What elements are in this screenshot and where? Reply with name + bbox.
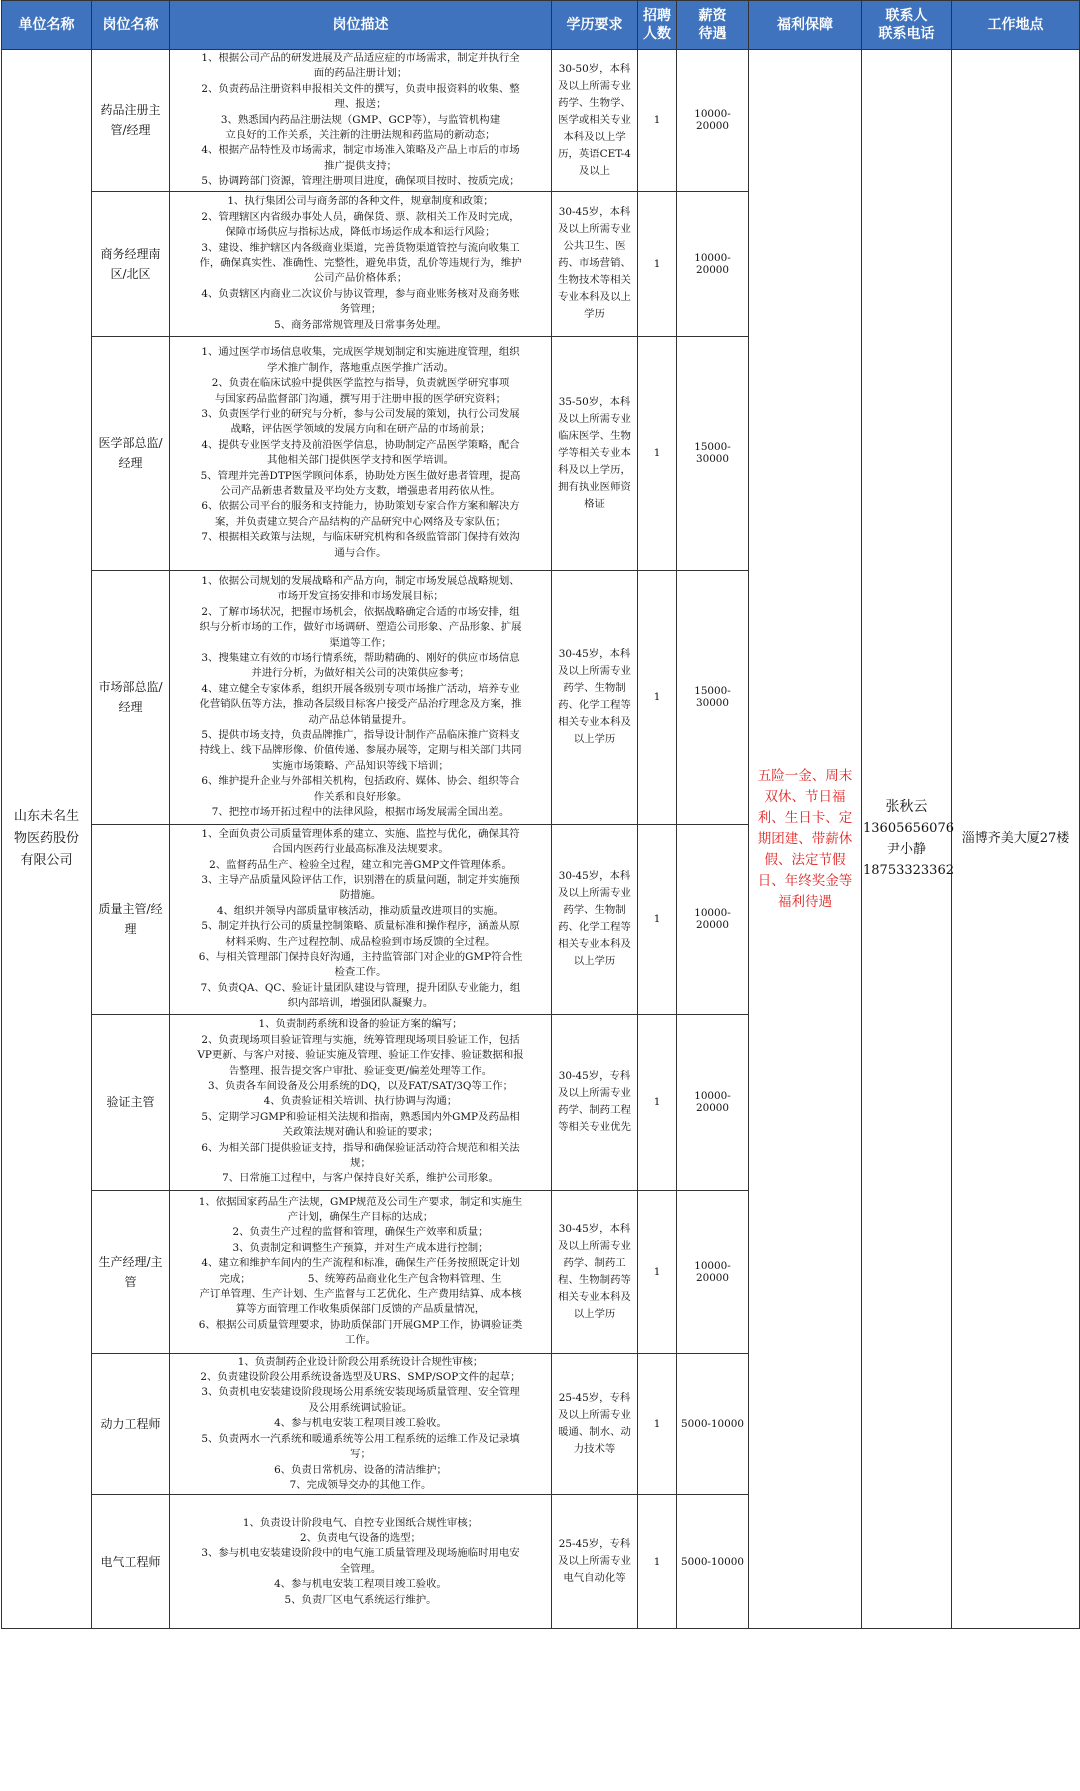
description-line: 动产品总体销量提升。 (308, 713, 413, 726)
description-line: 4、提供专业医学支持及前沿医学信息，协助制定产品医学策略，配合 (201, 438, 520, 451)
header-welfare: 福利保障 (749, 1, 862, 50)
salary-range: 10000-20000 (677, 191, 749, 336)
description-line: 4、组织并领导内部质量审核活动，推动质量改进项目的实施。 (216, 904, 505, 917)
description-line: 3、参与机电安装建设阶段中的电气施工质量管理及现场施临时用电安 (201, 1547, 520, 1560)
job-title: 市场部总监/经理 (92, 570, 170, 824)
description-line: 与国家药品监督部门沟通，撰写用于注册申报的医学研究资料； (215, 392, 506, 405)
education-requirement: 30-45岁，本科及以上所需专业药学、生物制药、化学工程等相关专业本科及以上学历 (552, 824, 638, 1014)
salary-range: 15000-30000 (677, 336, 749, 570)
description-line: 6、负责日常机房、设备的清洁维护； (274, 1463, 447, 1476)
salary-range: 10000-20000 (677, 1190, 749, 1353)
job-title: 验证主管 (92, 1014, 170, 1190)
description-line: 5、管理并完善DTP医学顾问体系，协助处方医生做好患者管理，提高 (200, 469, 521, 482)
description-line: 7、完成领导交办的其他工作。 (289, 1478, 432, 1491)
description-line: 作，确保真实性、准确性、完整性，避免串货，乱价等违规行为，维护 (199, 256, 522, 269)
description-line: 材料采购、生产过程控制、成品检验到市场反馈的全过程。 (225, 935, 496, 948)
header-position: 岗位名称 (92, 1, 170, 50)
description-line: 6、与相关管理部门保持良好沟通，主持监管部门对企业的GMP符合性 (198, 950, 523, 963)
welfare-benefits: 五险一金、周末双休、节日福利、生日卡、定期团建、带薪休假、法定节假日、年终奖金等福利待遇 (749, 50, 862, 1629)
hiring-count: 1 (638, 336, 677, 570)
description-line: 4、负责辖区内商业二次议价与协议管理，参与商业账务核对及商务账 (201, 287, 520, 300)
description-line: 1、根据公司产品的研发进展及产品适应症的市场需求，制定并执行全 (201, 52, 520, 64)
description-line: 务管理； (339, 303, 382, 316)
description-line: 6、根据公司质量管理要求，协助质保部门开展GMP工作，协调验证类 (198, 1318, 523, 1331)
description-line: 保障市场供应与指标达成，降低市场运作成本和运行风险； (225, 226, 496, 239)
hiring-count: 1 (638, 824, 677, 1014)
description-line: 3、负责制定和调整生产预算，并对生产成本进行控制； (232, 1241, 489, 1254)
job-title: 动力工程师 (92, 1353, 170, 1495)
hiring-count: 1 (638, 1190, 677, 1353)
job-description (170, 50, 552, 192)
header-education: 学历要求 (552, 1, 638, 50)
description-line: 工作。 (344, 1334, 377, 1347)
description-line: 2、负责在临床试验中提供医学监控与指导，负责就医学研究事项 (211, 377, 510, 390)
header-count: 招聘 人数 (638, 1, 677, 50)
description-line: 3、负责机电安装建设阶段现场公用系统安装现场质量管理、安全管理 (201, 1386, 520, 1399)
header-unit: 单位名称 (2, 1, 92, 50)
description-line: 1、通过医学市场信息收集，完成医学规划制定和实施进度管理，组织 (201, 346, 520, 359)
description-line: 织内部培训，增强团队凝聚力。 (287, 997, 434, 1010)
description-line: 3、搜集建立有效的市场行情系统，帮助精确的、刚好的供应市场信息 (201, 651, 520, 664)
description-line: 2、负责现场项目验证管理与实施，统筹管理现场项目验证工作，包括 (201, 1033, 520, 1046)
description-line: 全管理。 (339, 1562, 382, 1575)
description-line: VP更新、与客户对接、验证实施及管理、验证工作安排、验证数据和报 (197, 1049, 524, 1062)
description-line: 通与合作。 (334, 546, 387, 559)
header-location: 工作地点 (952, 1, 1080, 50)
description-line: 公司产品价格体系； (313, 272, 408, 285)
header-contact: 联系人 联系电话 (862, 1, 952, 50)
education-requirement: 30-45岁，专科及以上所需专业药学、制药工程等相关专业优先 (552, 1014, 638, 1190)
description-line: 6、为相关部门提供验证支持，指导和确保验证活动符合规范和相关法 (201, 1141, 520, 1154)
description-line: 其他相关部门提供医学支持和医学培训。 (266, 454, 455, 467)
contact-phone: 18753323362 (863, 863, 954, 879)
salary-range: 10000-20000 (677, 824, 749, 1014)
header-description: 岗位描述 (170, 1, 552, 50)
description-line: 实施市场策略、产品知识等线下培训； (272, 759, 449, 772)
description-line: 规； (350, 1157, 371, 1170)
description-line: 作关系和良好形象。 (313, 790, 408, 803)
salary-range: 10000-20000 (677, 50, 749, 192)
salary-range: 5000-10000 (677, 1353, 749, 1495)
description-line: 5、负责厂区电气系统运行维护。 (284, 1593, 437, 1606)
description-line: 2、负责电气设备的选型； (300, 1532, 421, 1544)
description-line: 2、监督药品生产、检验全过程，建立和完善GMP文件管理体系。 (209, 858, 512, 871)
hiring-count: 1 (638, 1014, 677, 1190)
education-requirement: 25-45岁，专科及以上所需专业电气自动化等 (552, 1495, 638, 1629)
education-requirement: 30-45岁，本科及以上所需专业药学、生物制药、化学工程等相关专业本科及以上学历 (552, 570, 638, 824)
description-line: 5、提供市场支持，负责品牌推广，指导设计制作产品临床推广资料支 (201, 728, 520, 741)
description-line: 化营销队伍等方法，推动各层级目标客户接受产品治疗理念及方案，推 (199, 698, 522, 711)
description-line: 2、负责药品注册资料申报相关文件的撰写，负责申报资料的收集、整 (201, 82, 520, 95)
description-line: 5、制定并执行公司的质量控制策略、质量标准和操作程序，涵盖从原 (201, 920, 520, 933)
description-line: 战略，评估医学领域的发展方向和在研产品的市场前景； (230, 423, 491, 436)
description-line: 4、建立和维护车间内的生产流程和标准，确保生产任务按照既定计划 (201, 1257, 520, 1270)
description-line: 3、熟悉国内药品注册法规（GMP、GCP等），与监管机构建 (220, 113, 501, 126)
company-name: 山东未名生物医药股份有限公司 (2, 50, 92, 1629)
description-line: 6、依据公司平台的服务和支持能力，协助策划专家合作方案和解决方 (201, 500, 520, 513)
description-line: 4、根据产品特性及市场需求，制定市场准入策略及产品上市后的市场 (201, 144, 520, 157)
description-line: 4、建立健全专家体系，组织开展各级别专项市场推广活动，培养专业 (201, 682, 520, 695)
job-description (170, 824, 552, 1014)
description-line: 5、商务部常规管理及日常事务处理。 (274, 318, 447, 331)
description-line: 关政策法规对确认和验证的要求； (282, 1126, 439, 1139)
job-description (170, 570, 552, 824)
job-description (170, 1495, 552, 1629)
education-requirement: 35-50岁，本科及以上所需专业临床医学、生物学等相关专业本科及以上学历，拥有执业医师资格证 (552, 336, 638, 570)
contact-info (862, 50, 952, 1629)
description-line: 算等方面管理工作收集质保部门反馈的产品质量情况， (235, 1303, 486, 1316)
description-line: 立良好的工作关系，关注新的注册法规和药监局的新动态； (225, 129, 496, 142)
job-description (170, 1353, 552, 1495)
contact-name: 尹小静 (886, 842, 926, 858)
salary-range: 5000-10000 (677, 1495, 749, 1629)
job-description (170, 336, 552, 570)
job-title: 药品注册主管/经理 (92, 50, 170, 192)
job-title: 生产经理/主管 (92, 1190, 170, 1353)
salary-range: 10000-20000 (677, 1014, 749, 1190)
description-line: 1、全面负责公司质量管理体系的建立、实施、监控与优化，确保其符 (201, 827, 520, 840)
description-line: 案，并负责建立契合产品结构的产品研究中心网络及专家队伍； (215, 515, 506, 528)
description-line: 面的药品注册计划； (313, 67, 408, 80)
description-line: 1、依据公司规划的发展战略和产品方向，制定市场发展总战略规划、 (201, 574, 520, 587)
description-line: 2、负责生产过程的监督和管理，确保生产效率和质量； (232, 1226, 489, 1239)
description-line: 渠道等工作； (329, 636, 392, 649)
description-line: 1、负责设计阶段电气、自控专业图纸合规性审核； (242, 1516, 479, 1529)
hiring-count: 1 (638, 50, 677, 192)
contact-name: 张秋云 (885, 799, 928, 816)
description-line: 市场开发宣扬安排和市场发展目标； (277, 590, 444, 603)
description-line: 理、报送； (334, 98, 387, 111)
description-line: 7、负责QA、QC、验证计量团队建设与管理，提升团队专业能力，组 (200, 981, 521, 994)
header-row (2, 1, 1080, 50)
description-line: 4、参与机电安装工程项目竣工验收。 (274, 1417, 447, 1430)
description-line: 产计划，确保生产目标的达成； (287, 1211, 434, 1224)
description-line: 告整理、报告提交客户审批、验证变更/偏差处理等工作。 (228, 1064, 493, 1077)
job-title: 商务经理南区/北区 (92, 191, 170, 336)
job-title: 质量主管/经理 (92, 824, 170, 1014)
description-line: 1、依据国家药品生产法规，GMP规范及公司生产要求，制定和实施生 (198, 1195, 523, 1208)
hiring-count: 1 (638, 1353, 677, 1495)
description-line: 合国内医药行业最高标准及法规要求。 (272, 843, 449, 856)
description-line: 2、了解市场状况，把握市场机会，依据战略确定合适的市场安排，组 (201, 605, 520, 618)
description-line: 检查工作。 (334, 966, 387, 979)
description-line: 及公用系统调试验证。 (308, 1401, 413, 1414)
description-line: 1、负责制药企业设计阶段公用系统设计合规性审核； (237, 1355, 484, 1368)
hiring-count: 1 (638, 191, 677, 336)
education-requirement: 30-50岁，本科及以上所需专业药学、生物学、医学或相关专业本科及以上学历，英语CET-4及以上 (552, 50, 638, 192)
header-salary: 薪资 待遇 (677, 1, 749, 50)
description-line: 5、定期学习GMP和验证相关法规和指南，熟悉国内外GMP及药品相 (201, 1110, 520, 1123)
description-line: 5、协调跨部门资源，管理注册项目进度，确保项目按时、按质完成； (201, 175, 520, 188)
job-description (170, 1014, 552, 1190)
description-line: 学术推广制作，落地重点医学推广活动。 (266, 361, 455, 374)
description-line: 并进行分析，为做好相关公司的决策供应参考； (251, 667, 470, 680)
job-title: 医学部总监/经理 (92, 336, 170, 570)
description-line: 防措施。 (339, 889, 382, 902)
description-line: 公司产品新患者数量及平均处方支数，增强患者用药依从性。 (220, 484, 501, 497)
description-line: 3、主导产品质量风险评估工作，识别潜在的质量问题，制定并实施预 (201, 873, 520, 886)
description-line: 完成； 5、统筹药品商业化生产包含物料管理、生 (219, 1272, 502, 1285)
education-requirement: 30-45岁，本科及以上所需专业药学、制药工程、生物制药等相关专业本科及以上学历 (552, 1190, 638, 1353)
description-line: 5、负责两水一汽系统和暖通系统等公用工程系统的运维工作及记录填 (201, 1432, 520, 1445)
description-line: 4、参与机电安装工程项目竣工验收。 (274, 1578, 447, 1591)
recruitment-table (1, 0, 1080, 1629)
description-line: 推广提供支持； (324, 159, 397, 172)
job-title: 电气工程师 (92, 1495, 170, 1629)
contact-phone: 13605656076 (863, 821, 954, 837)
description-line: 1、负责制药系统和设备的验证方案的编写； (258, 1018, 463, 1031)
description-line: 2、管理辖区内省级办事处人员，确保货、票、款相关工作及时完成， (201, 210, 520, 223)
description-line: 7、根据相关政策与法规，与临床研究机构和各级监管部门保持有效沟 (201, 531, 520, 544)
work-location: 淄博齐美大厦27楼 (952, 50, 1080, 1629)
salary-range: 15000-30000 (677, 570, 749, 824)
description-line: 4、负责验证相关培训、执行协调与沟通； (263, 1095, 458, 1108)
job-row (2, 50, 1080, 192)
description-line: 1、执行集团公司与商务部的各种文件，规章制度和政策； (227, 195, 494, 208)
hiring-count: 1 (638, 570, 677, 824)
hiring-count: 1 (638, 1495, 677, 1629)
description-line: 7、把控市场开拓过程中的法律风险，根据市场发展需全国出差。 (211, 806, 510, 818)
job-description (170, 1190, 552, 1353)
description-line: 7、日常施工过程中，与客户保持良好关系，维护公司形象。 (222, 1172, 499, 1185)
description-line: 写； (350, 1448, 371, 1461)
description-line: 6、维护提升企业与外部相关机构，包括政府、媒体、协会、组织等合 (201, 775, 520, 788)
description-line: 3、建设、维护辖区内各级商业渠道，完善货物渠道管控与流向收集工 (201, 241, 520, 254)
description-line: 2、负责建设阶段公用系统设备选型及URS、SMP/SOP文件的起草； (200, 1371, 521, 1384)
description-line: 3、负责医学行业的研究与分析，参与公司发展的策划，执行公司发展 (201, 407, 520, 420)
description-line: 产订单管理、生产计划、生产监督与工艺优化、生产费用结算、成本核 (199, 1288, 522, 1301)
job-description (170, 191, 552, 336)
education-requirement: 30-45岁，本科及以上所需专业公共卫生、医药、市场营销、生物技术等相关专业本科及以上学历 (552, 191, 638, 336)
education-requirement: 25-45岁，专科及以上所需专业暖通、制水、动力技术等 (552, 1353, 638, 1495)
description-line: 持线上、线下品牌形像、价值传递、参展办展等，定期与相关部门共同 (199, 744, 522, 757)
description-line: 3、负责各车间设备及公用系统的DQ，以及FAT/SAT/3Q等工作； (208, 1080, 513, 1093)
description-line: 织与分析市场的工作，做好市场调研、塑造公司形象、产品形象、扩展 (199, 621, 522, 634)
